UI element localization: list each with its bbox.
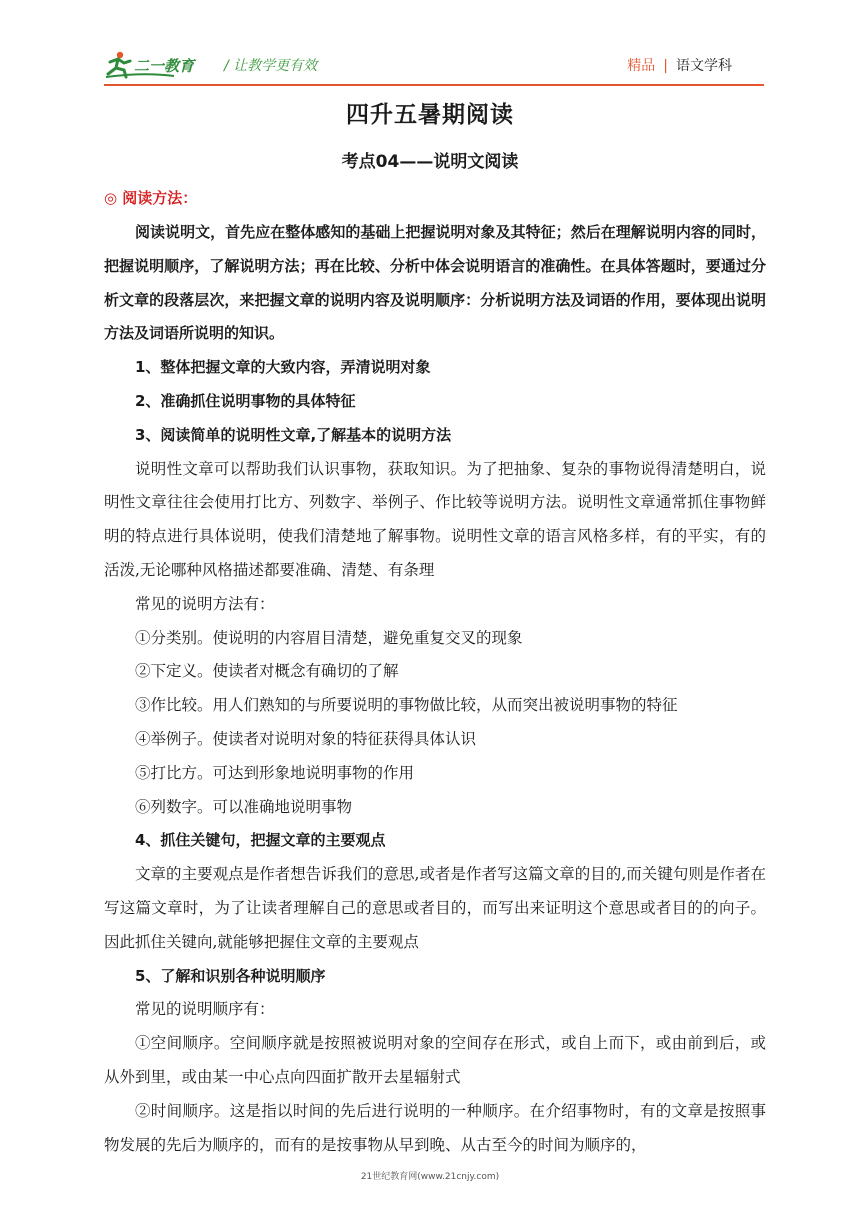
method-item: ①分类别。使说明的内容眉目清楚，避免重复交叉的现象 (135, 628, 523, 647)
method-item: ③作比较。用人们熟知的与所要说明的事物做比较，从而突出被说明事物的特征 (135, 696, 678, 715)
order-intro: 常见的说明顺序有： (135, 1000, 275, 1019)
brand-name: 二一教育 (134, 57, 195, 75)
page-title: 四升五暑期阅读 (346, 102, 514, 128)
quality-label: 精品 (627, 58, 656, 74)
point-heading-5: 5、了解和识别各种说明顺序 (135, 966, 326, 985)
point-heading-3: 3、阅读简单的说明性文章,了解基本的说明方法 (135, 425, 452, 444)
header-divider (104, 84, 764, 86)
point-heading-1: 1、整体把握文章的大致内容，弄清说明对象 (135, 358, 431, 377)
subject-label: 语文学科 (676, 58, 732, 74)
method-item: ②下定义。使读者对概念有确切的了解 (135, 662, 399, 681)
article-body (104, 216, 766, 1162)
point-heading-4: 4、抓住关键句，把握文章的主要观点 (135, 831, 386, 850)
section-heading-reading-method: ◎ 阅读方法： (104, 189, 198, 207)
method-item: ④举例子。使读者对说明对象的特征获得具体认识 (135, 729, 477, 748)
header-separator: | (663, 58, 668, 74)
paragraph-4: 文章的主要观点是作者想告诉我们的意思,或者是作者写这篇文章的目的,而关键句则是作者在写这篇文章时，为了让读者理解自己的意思或者目的，而写出来证明这个意思或者目的的向子。因此抓住关键向,就能够把握住文章的主要观点 (104, 865, 766, 951)
paragraph-3: 说明性文章可以帮助我们认识事物，获取知识。为了把抽象、复杂的事物说得清楚明白，说明性文章往往会使用打比方、列数字、举例子、作比较等说明方法。说明性文章通常抓住事物鲜明的特点进行具体说明，使我们清楚地了解事物。说明性文章的语言风格多样，有的平实，有的活泼,无论哪种风格描述都要准确、清楚、有条理 (104, 459, 766, 579)
method-item: ⑤打比方。可达到形象地说明事物的作用 (135, 763, 415, 782)
order-item: ①空间顺序。空间顺序就是按照被说明对象的空间存在形式，或自上而下，或由前到后，或从外到里，或由某一中心点向四面扩散开去星辐射式 (104, 1034, 766, 1086)
order-item: ②时间顺序。这是指以时间的先后进行说明的一种顺序。在介绍事物时，有的文章是按照事物发展的先后为顺序的，而有的是按事物从早到晚、从古至今的时间为顺序的， (104, 1101, 766, 1154)
page-footer: 21世纪教育网(www.21cnjy.com) (360, 1172, 500, 1182)
page-subtitle: 考点04——说明文阅读 (341, 152, 519, 172)
point-heading-2: 2、准确抓住说明事物的具体特征 (135, 391, 356, 410)
slogan: / 让教学更有效 (224, 58, 318, 74)
brand-logo (104, 50, 214, 80)
header-meta (627, 55, 732, 75)
method-item: ⑥列数字。可以准确地说明事物 (135, 797, 353, 816)
paragraph-intro: 阅读说明文，首先应在整体感知的基础上把握说明对象及其特征；然后在理解说明内容的同时，把握说明顺序，了解说明方法；再在比较、分析中体会说明语言的准确性。在具体答题时，要通过分析文章的段落层次，来把握文章的说明内容及说明顺序：分析说明方法及词语的作用，要体现出说明方法及词语所说明的知识。 (104, 223, 766, 343)
page-header (0, 0, 860, 92)
methods-intro: 常见的说明方法有： (135, 594, 275, 613)
